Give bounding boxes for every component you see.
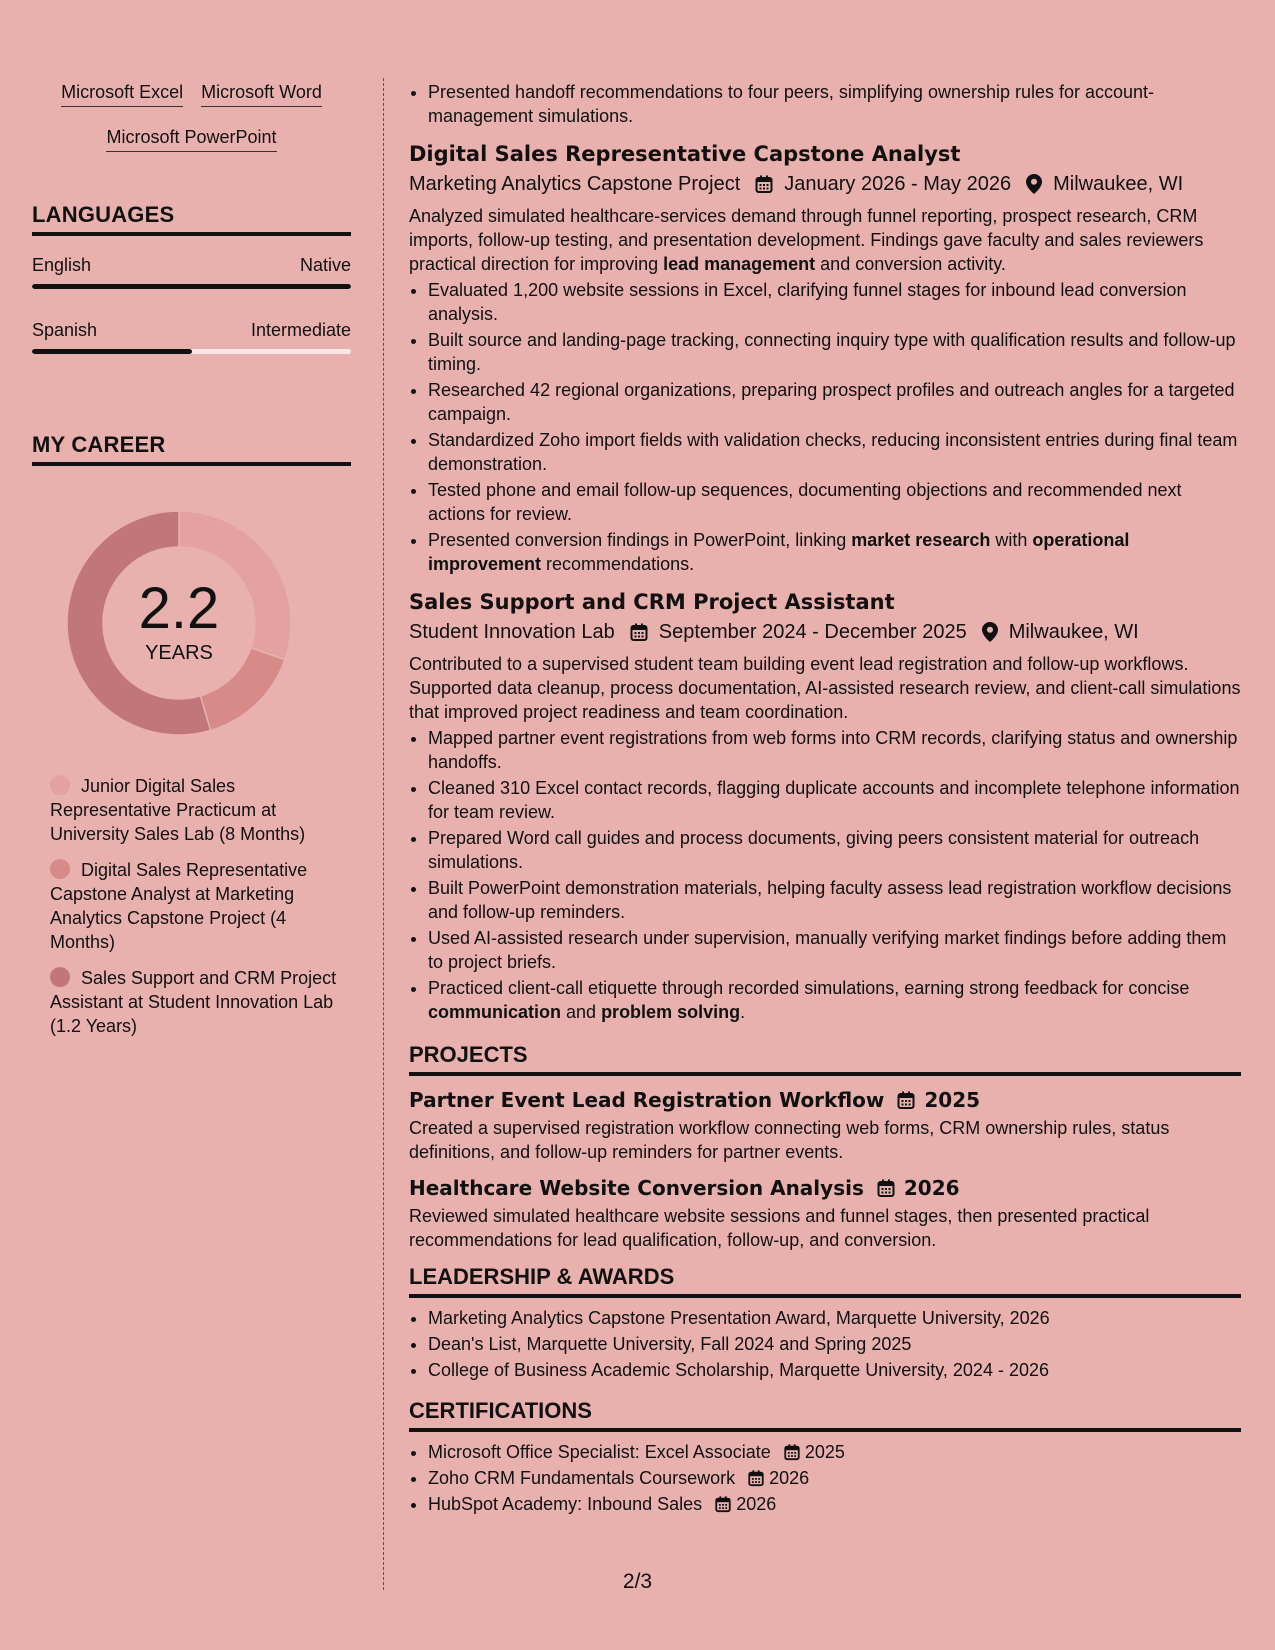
certification-name: • Zoho CRM Fundamentals Coursework	[428, 1468, 736, 1488]
skill-tag: Microsoft Word	[201, 80, 322, 107]
certification-year: 2025	[804, 1442, 845, 1462]
job-meta	[409, 618, 1241, 646]
job-summary: Contributed to a supervised student team building event lead registration and follow-up workflows. Supported data cleanup, process documentation, AI-assisted research review, and client-call simulations that improved project readiness and team coordination.	[409, 654, 1241, 722]
calendar-icon	[629, 622, 649, 642]
legend-label: Sales Support and CRM Project Assistant at Student Innovation Lab (1.2 Years)	[50, 968, 337, 1036]
certification-year: 2026	[769, 1468, 810, 1488]
calendar-icon	[783, 1443, 801, 1461]
bullet-item: • Practiced client-call etiquette through recorded simulations, earning strong feedback for concise communication and problem solving.	[428, 976, 1241, 1024]
languages-heading: LANGUAGES	[32, 202, 351, 236]
bullet-item: • Built source and landing-page tracking, connecting inquiry type with qualification results and follow-up timing.	[428, 328, 1241, 376]
career-total-unit: YEARS	[145, 642, 213, 664]
location-pin-icon	[1025, 173, 1043, 195]
bullet-item: • Presented conversion findings in PowerPoint, linking market research with operational improvement recommendations.	[428, 528, 1241, 576]
bullet-item: • Tested phone and email follow-up sequences, documenting objections and recommended next actions for review.	[428, 478, 1241, 526]
language-name: English	[32, 255, 92, 275]
job-summary: Analyzed simulated healthcare-services demand through funnel reporting, prospect research, CRM imports, follow-up testing, and presentation development. Findings gave faculty and sales reviewers practical direction for improving lead management and conversion activity.	[409, 206, 1204, 274]
job-bullets	[409, 278, 1241, 576]
page-number: 2/3	[622, 1570, 653, 1593]
career-legend-item	[50, 774, 340, 846]
certification-item	[428, 1492, 1241, 1516]
project-title: Healthcare Website Conversion Analysis	[409, 1176, 864, 1200]
leadership-heading: LEADERSHIP & AWARDS	[409, 1264, 1241, 1298]
certifications-heading: CERTIFICATIONS	[409, 1398, 1241, 1432]
sidebar	[32, 80, 351, 1050]
language-proficiency-bar	[32, 349, 351, 354]
bullet-item: • Built PowerPoint demonstration materials, helping faculty assess lead registration workflow decisions and follow-up reminders.	[428, 876, 1241, 924]
language-english	[32, 254, 351, 289]
job-organization: Student Innovation Lab	[409, 621, 615, 643]
bullet-item: • Prepared Word call guides and process documents, giving peers consistent material for outreach simulations.	[428, 826, 1241, 874]
certification-item	[428, 1466, 1241, 1490]
language-proficiency-bar	[32, 284, 351, 289]
legend-label: Junior Digital Sales Representative Practicum at University Sales Lab (8 Months)	[50, 776, 306, 844]
bullet-item: • Researched 42 regional organizations, preparing prospect profiles and outreach angles for a targeted campaign.	[428, 378, 1241, 426]
bullet-item: • Mapped partner event registrations from web forms into CRM records, clarifying status and ownership handoffs.	[428, 726, 1241, 774]
job-meta	[409, 170, 1241, 198]
column-divider	[383, 78, 384, 1590]
job-location: Milwaukee, WI	[1008, 621, 1139, 643]
project-entry	[409, 1174, 1241, 1252]
bullet-item: • Used AI-assisted research under supervision, manually verifying market findings before adding them to project briefs.	[428, 926, 1241, 974]
language-proficiency-fill	[32, 349, 192, 354]
language-level: Intermediate	[250, 320, 351, 340]
certification-item	[428, 1440, 1241, 1464]
calendar-icon	[714, 1495, 732, 1513]
project-title: Partner Event Lead Registration Workflow	[409, 1088, 885, 1112]
leadership-list	[409, 1306, 1241, 1382]
bullet-item: • Standardized Zoho import fields with validation checks, reducing inconsistent entries during final team demonstration.	[428, 428, 1241, 476]
job-bullets	[409, 726, 1241, 1024]
career-heading: MY CAREER	[32, 432, 351, 466]
award-item: • College of Business Academic Scholarship, Marquette University, 2024 - 2026	[428, 1358, 1241, 1382]
certification-name: • HubSpot Academy: Inbound Sales	[428, 1494, 703, 1514]
certification-name: • Microsoft Office Specialist: Excel Associate	[428, 1442, 771, 1462]
award-item: • Dean's List, Marquette University, Fall 2024 and Spring 2025	[428, 1332, 1241, 1356]
certification-year: 2026	[736, 1494, 777, 1514]
main-content	[409, 80, 1241, 1518]
legend-label: Digital Sales Representative Capstone Analyst at Marketing Analytics Capstone Project (4 Months)	[50, 860, 308, 952]
experience-entry	[409, 588, 1241, 1024]
language-name: Spanish	[32, 320, 98, 340]
award-item: • Marketing Analytics Capstone Presentation Award, Marquette University, 2026	[428, 1306, 1241, 1330]
legend-dot	[50, 967, 70, 987]
skills-list	[32, 80, 351, 152]
project-description: Created a supervised registration workflow connecting web forms, CRM ownership rules, status definitions, and follow-up reminders for partner events.	[409, 1118, 1170, 1162]
project-year: 2026	[903, 1176, 960, 1200]
project-year: 2025	[924, 1088, 981, 1112]
experience-entry	[409, 140, 1241, 576]
bullet-item: • Cleaned 310 Excel contact records, flagging duplicate accounts and incomplete telephone information for team review.	[428, 776, 1241, 824]
skill-tag: Microsoft Excel	[61, 80, 183, 107]
location-pin-icon	[981, 621, 999, 643]
career-total-value: 2.2	[138, 576, 220, 641]
bullet-item: • Evaluated 1,200 website sessions in Excel, clarifying funnel stages for inbound lead conversion analysis.	[428, 278, 1241, 326]
job-title: Digital Sales Representative Capstone Analyst	[409, 142, 961, 166]
legend-dot	[50, 775, 70, 795]
certifications-list	[409, 1440, 1241, 1516]
calendar-icon	[896, 1090, 916, 1110]
skill-tag: Microsoft PowerPoint	[106, 125, 276, 152]
career-legend-item	[50, 858, 340, 954]
job-organization: Marketing Analytics Capstone Project	[409, 173, 741, 195]
project-entry	[409, 1086, 1241, 1164]
calendar-icon	[876, 1178, 896, 1198]
job-title: Sales Support and CRM Project Assistant	[409, 590, 895, 614]
project-description: Reviewed simulated healthcare website sessions and funnel stages, then presented practical recommendations for lead qualification, follow-up, and conversion.	[409, 1206, 1150, 1250]
language-spanish	[32, 319, 351, 354]
job-dates: September 2024 - December 2025	[658, 621, 967, 643]
project-title-row	[409, 1174, 1241, 1202]
calendar-icon	[754, 174, 774, 194]
career-donut	[64, 508, 294, 738]
job-dates: January 2026 - May 2026	[784, 173, 1012, 195]
language-level: Native	[299, 255, 351, 275]
language-proficiency-fill	[32, 284, 351, 289]
projects-heading: PROJECTS	[409, 1042, 1241, 1076]
project-title-row	[409, 1086, 1241, 1114]
calendar-icon	[747, 1469, 765, 1487]
legend-dot	[50, 859, 70, 879]
intro-bullets	[409, 80, 1241, 128]
career-legend	[50, 774, 340, 1038]
job-location: Milwaukee, WI	[1053, 173, 1184, 195]
bullet-item: • Presented handoff recommendations to four peers, simplifying ownership rules for account-management simulations.	[428, 80, 1241, 128]
career-legend-item	[50, 966, 340, 1038]
